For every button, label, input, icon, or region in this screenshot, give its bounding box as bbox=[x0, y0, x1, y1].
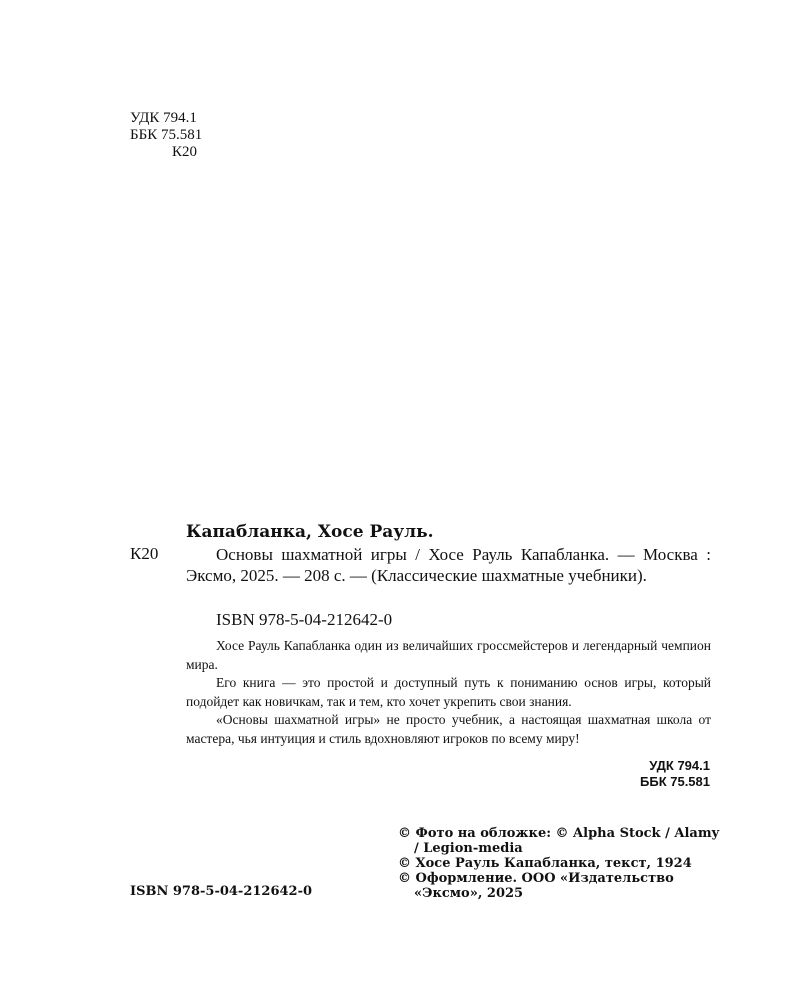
annotation bbox=[186, 637, 711, 748]
annotation-paragraph: Его книга — это простой и доступный путь к пониманию основ игры, который подойдет как новичкам, так и тем, кто хочет укрепить свои знания. bbox=[186, 675, 711, 709]
author-mark: К20 bbox=[172, 144, 198, 160]
bbk-code: ББК 75.581 bbox=[130, 127, 203, 143]
annotation-paragraph: Хосе Рауль Капабланка один из величайших гроссмейстеров и легендарный чемпион мира. bbox=[186, 638, 711, 672]
entry-author-mark: К20 bbox=[130, 544, 159, 563]
udk-code: УДК 794.1 bbox=[130, 110, 197, 126]
copyright-block bbox=[398, 826, 728, 901]
footer-isbn: ISBN 978-5-04-212642-0 bbox=[130, 884, 313, 899]
annotation-paragraph: «Основы шахматной игры» не просто учебник, а настоящая шахматная школа от мастера, чья интуиция и стиль вдохновляют игроков по всему миру! bbox=[186, 712, 711, 746]
bbk-code-bottom: ББК 75.581 bbox=[640, 774, 710, 789]
copyright-design: © Оформление. ООО «Издательство «Эксмо», 2025 bbox=[398, 871, 674, 901]
bibliographic-description-text: Основы шахматной игры / Хосе Рауль Капабланка. — Москва : Эксмо, 2025. — 208 с. — (Классические шахматные учебники). bbox=[186, 545, 711, 585]
entry-author-heading: Капабланка, Хосе Рауль. bbox=[186, 522, 434, 542]
copyright-cover-photo: © Фото на обложке: © Alpha Stock / Alamy / Legion-media bbox=[398, 826, 720, 856]
classification-block-bottom bbox=[560, 758, 710, 790]
udk-code-bottom: УДК 794.1 bbox=[649, 758, 710, 773]
entry-isbn: ISBN 978-5-04-212642-0 bbox=[216, 610, 393, 629]
classification-block-top bbox=[130, 110, 202, 161]
copyright-text: © Хосе Рауль Капабланка, текст, 1924 bbox=[398, 856, 692, 871]
bibliographic-description bbox=[186, 544, 711, 586]
